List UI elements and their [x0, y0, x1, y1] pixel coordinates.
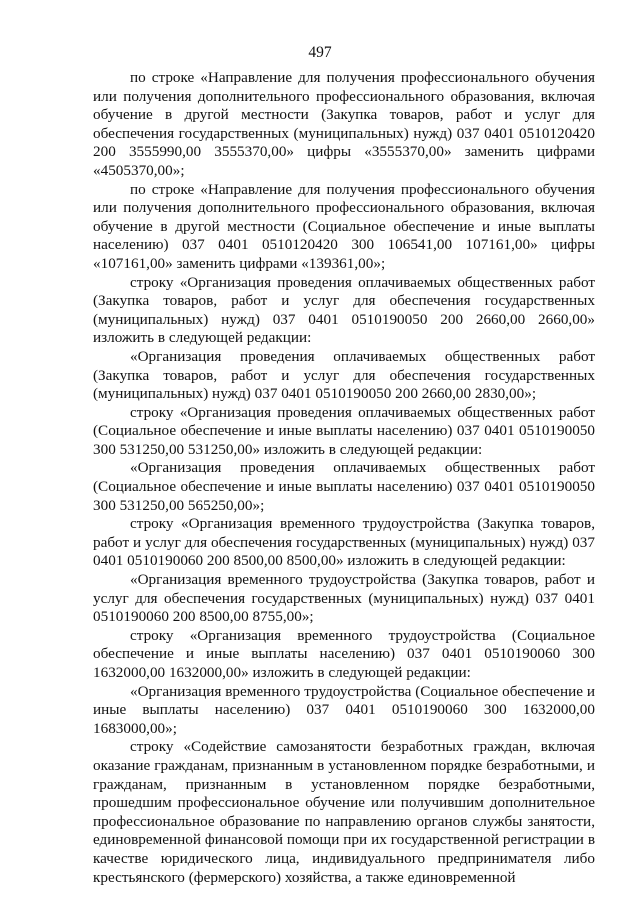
paragraph-temp-employment-social-new: «Организация временного трудоустройства (Социальное обеспечение и иные выплаты населению) 037 0401 0510190060 300 1632000,00 1683000,00»; — [93, 682, 595, 737]
paragraph-amend-training-social: по строке «Направление для получения профессионального обучения или получения дополнительного профессионального образования, включая обучение в другой местности (Социальное обеспечение и иные выплаты населению) 037 0401 0510120420 300 106541,00 107161,00» цифры «107161,00» заменить цифрами «139361,00»; — [93, 180, 595, 272]
page-number: 497 — [308, 44, 332, 61]
paragraph-temp-employment-social-old: строку «Организация временного трудоустройства (Социальное обеспечение и иные выплаты населению) 037 0401 0510190060 300 1632000,00 1632000,00» изложить в следующей редакции: — [93, 626, 595, 681]
document-body — [93, 69, 595, 887]
paragraph-public-works-social-new: «Организация проведения оплачиваемых общественных работ (Социальное обеспечение и иные выплаты населению) 037 0401 0510190050 300 531250,00 565250,00»; — [93, 459, 595, 514]
paragraph-public-works-procurement-old: строку «Организация проведения оплачиваемых общественных работ (Закупка товаров, работ и услуг для обеспечения государственных (муниципальных) нужд) 037 0401 0510190050 200 2660,00 2660,00» изложить в следующей редакции: — [93, 273, 595, 347]
paragraph-temp-employment-procurement-old: строку «Организация временного трудоустройства (Закупка товаров, работ и услуг для обеспечения государственных (муниципальных) нужд) 037 0401 0510190060 200 8500,00 8500,00» изложить в следующей редакции: — [93, 515, 595, 570]
paragraph-temp-employment-procurement-new: «Организация временного трудоустройства (Закупка товаров, работ и услуг для обеспечения государственных (муниципальных) нужд) 037 0401 0510190060 200 8500,00 8755,00»; — [93, 571, 595, 626]
paragraph-public-works-procurement-new: «Организация проведения оплачиваемых общественных работ (Закупка товаров, работ и услуг для обеспечения государственных (муниципальных) нужд) 037 0401 0510190050 200 2660,00 2830,00»; — [93, 347, 595, 403]
paragraph-self-employment-support: строку «Содействие самозанятости безработных граждан, включая оказание гражданам, признанным в установленном порядке безработными, и гражданам, признанным в установленном порядке безработными, прошедшим профессиональное обучение или получившим дополнительное профессиональное образование по направлению органов службы занятости, единовременной финансовой помощи при их государственной регистрации в качестве юридического лица, индивидуального предпринимателя либо крестьянского (фермерского) хозяйства, а также единовременной — [93, 738, 595, 886]
paragraph-public-works-social-old: строку «Организация проведения оплачиваемых общественных работ (Социальное обеспечение и иные выплаты населению) 037 0401 0510190050 300 531250,00 531250,00» изложить в следующей редакции: — [93, 403, 595, 458]
paragraph-amend-training-procurement: по строке «Направление для получения профессионального обучения или получения дополнительного профессионального образования, включая обучение в другой местности (Закупка товаров, работ и услуг для обеспечения государственных (муниципальных) нужд) 037 0401 0510120420 200 3555990,00 3555370,00» цифры «3555370,00» заменить цифрами «4505370,00»; — [93, 69, 595, 179]
